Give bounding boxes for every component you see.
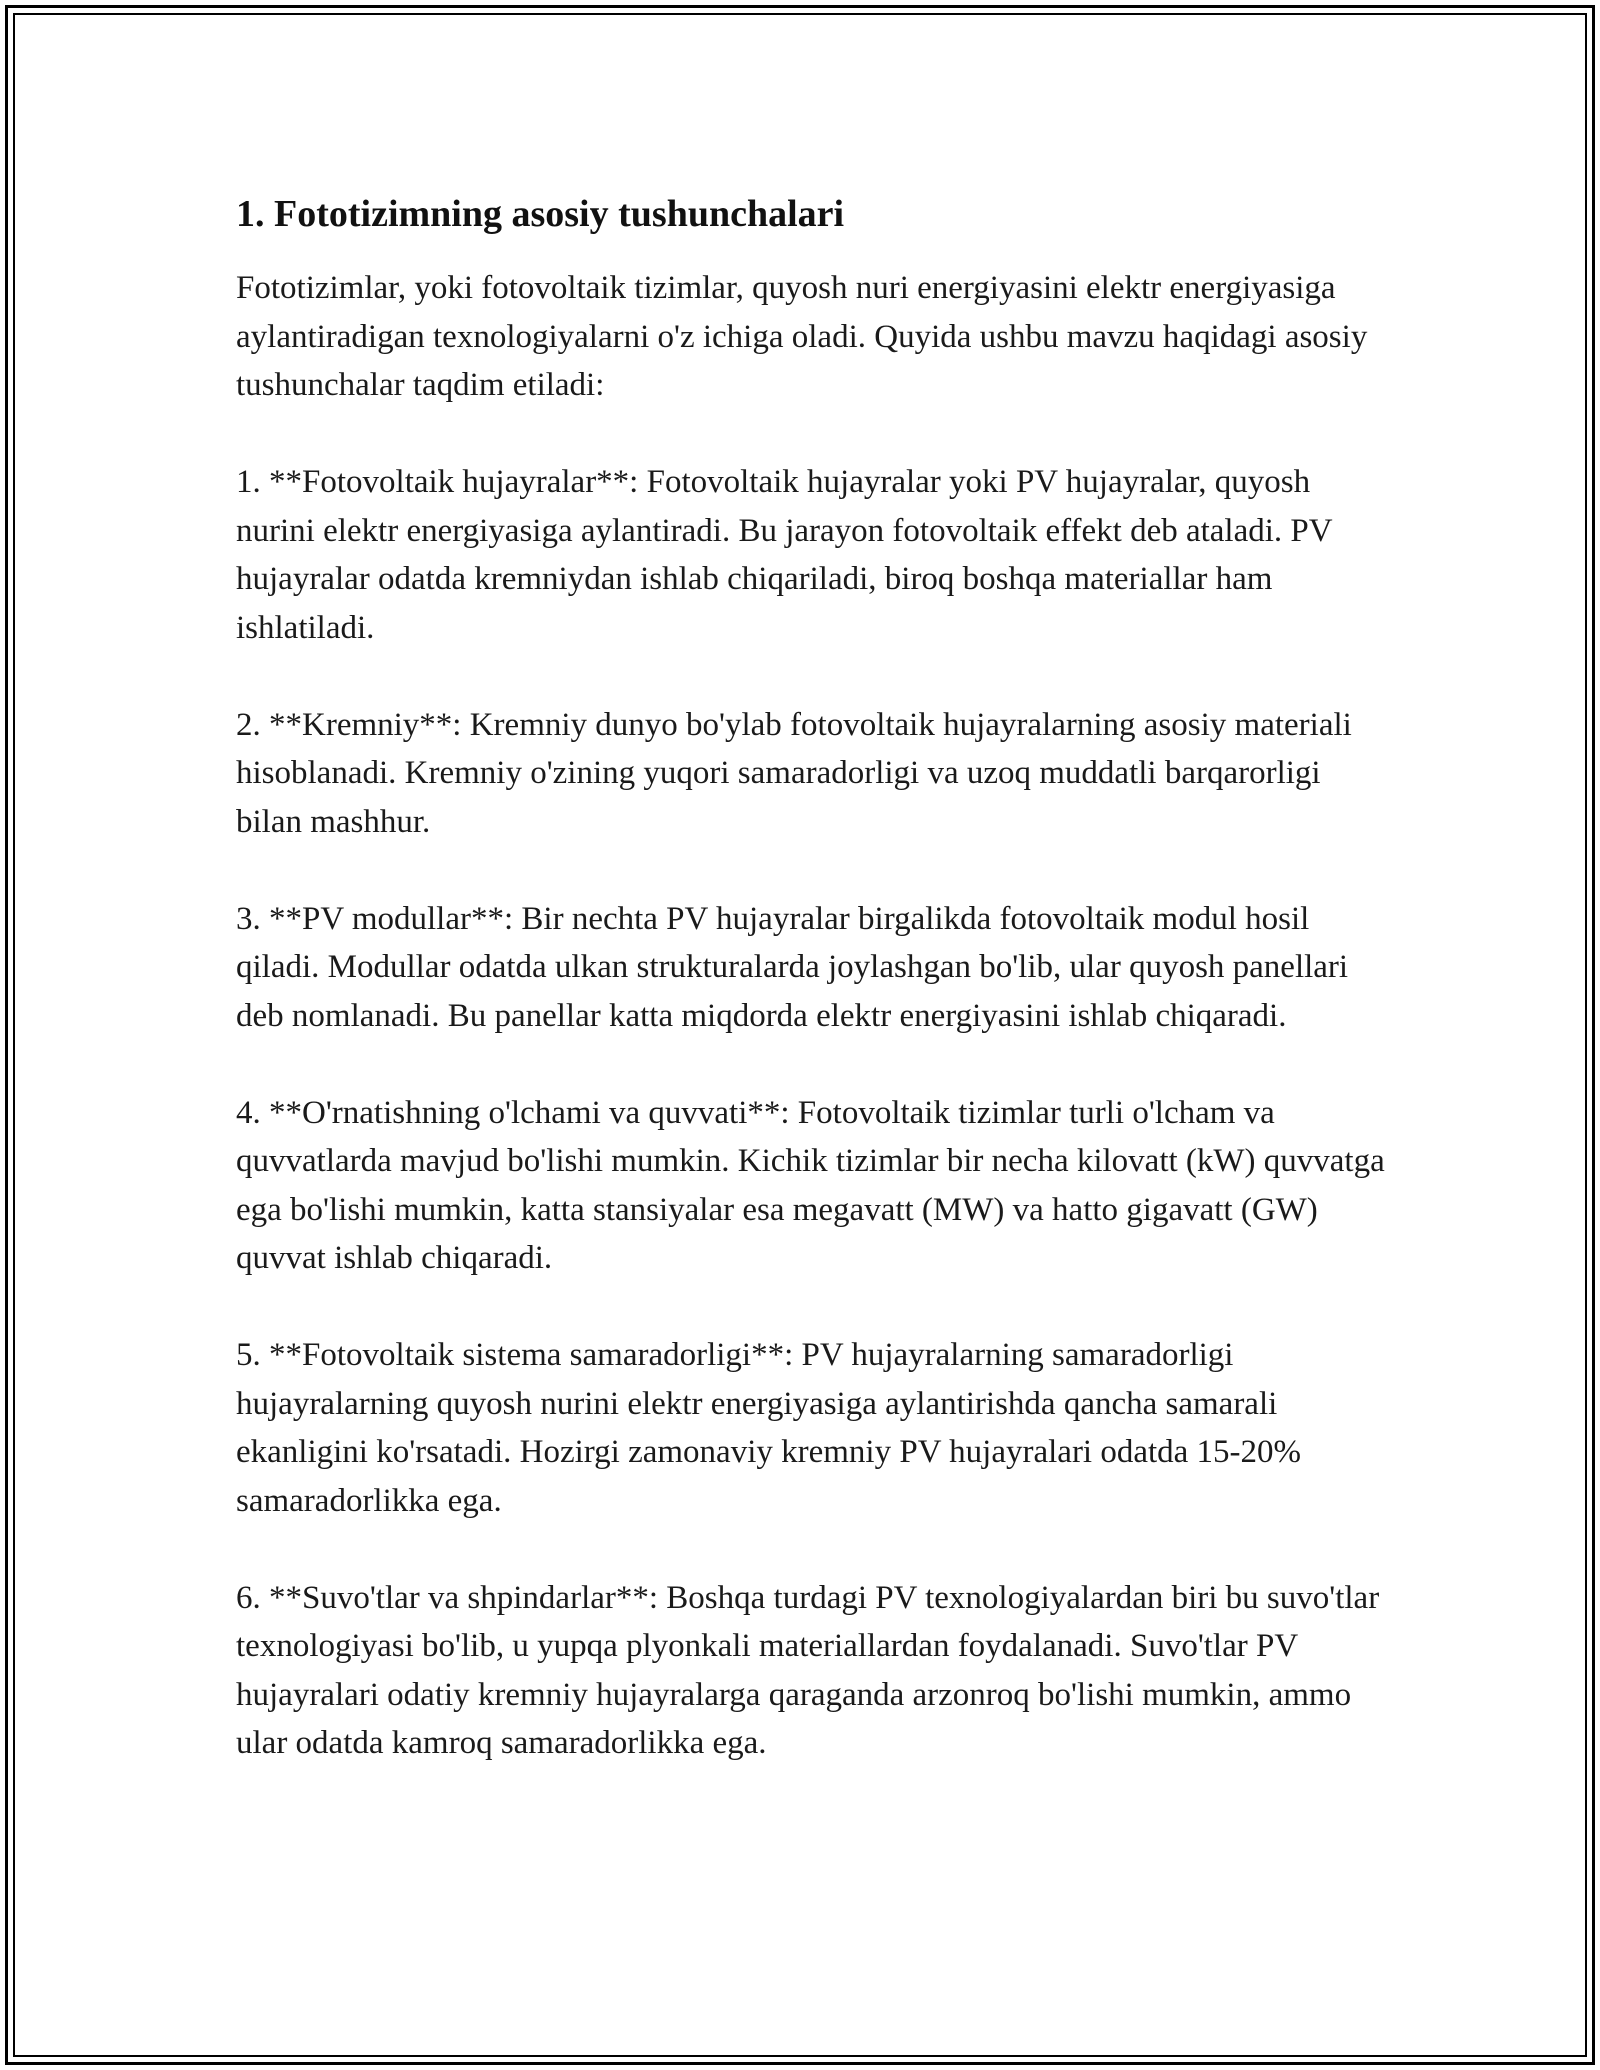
list-item-system-efficiency: 5. **Fotovoltaik sistema samaradorligi**: PV hujayralarning samaradorligi hujayralarning quyosh nurini elektr energiyasiga aylantirishda qancha samarali ekanligini ko'rsatadi. Hozirgi zamonaviy kremniy PV hujayralari odatda 15-20% samaradorlikka ega. — [236, 1337, 1302, 1519]
list-item-thin-film: 6. **Suvo'tlar va shpindarlar**: Boshqa turdagi PV texnologiyalardan biri bu suvo'tlar texnologiyasi bo'lib, u yupqa plyonkali materiallardan foydalanadi. Suvo'tlar PV hujayralari odatiy kremniy hujayralarga qaraganda arzonroq bo'lishi mumkin, ammo ular odatda kamroq samaradorlikka ega. — [236, 1579, 1380, 1761]
document-body — [236, 186, 1386, 1768]
document-title: 1. Fototizimning asosiy tushunchalari — [236, 193, 845, 235]
list-item-silicon: 2. **Kremniy**: Kremniy dunyo bo'ylab fotovoltaik hujayralarning asosiy materiali hisoblanadi. Kremniy o'zining yuqori samaradorligi va uzoq muddatli barqarorligi bilan mashhur. — [236, 706, 1352, 840]
intro-paragraph: Fototizimlar, yoki fotovoltaik tizimlar, quyosh nuri energiyasini elektr energiyasiga aylantiradigan texnologiyalarni o'z ichiga oladi. Quyida ushbu mavzu haqidagi asosiy tushunchalar taqdim etiladi: — [236, 270, 1368, 403]
list-item-photovoltaic-cells: 1. **Fotovoltaik hujayralar**: Fotovoltaik hujayralar yoki PV hujayralar, quyosh nurini elektr energiyasiga aylantiradi. Bu jarayon fotovoltaik effekt deb ataladi. PV hujayralar odatda kremniydan ishlab chiqariladi, biroq boshqa materiallar ham ishlatiladi. — [236, 464, 1333, 646]
list-item-pv-modules: 3. **PV modullar**: Bir nechta PV hujayralar birgalikda fotovoltaik modul hosil qiladi. Modullar odatda ulkan strukturalarda joylashgan bo'lib, ular quyosh panellari deb nomlanadi. Bu panellar katta miqdorda elektr energiyasini ishlab chiqaradi. — [236, 900, 1349, 1034]
list-item-installation-size: 4. **O'rnatishning o'lchami va quvvati**: Fotovoltaik tizimlar turli o'lcham va quvvatlarda mavjud bo'lishi mumkin. Kichik tizimlar bir necha kilovatt (kW) quvvatga ega bo'lishi mumkin, katta stansiyalar esa megavatt (MW) va hatto gigavatt (GW) quvvat ishlab chiqaradi. — [236, 1094, 1385, 1276]
